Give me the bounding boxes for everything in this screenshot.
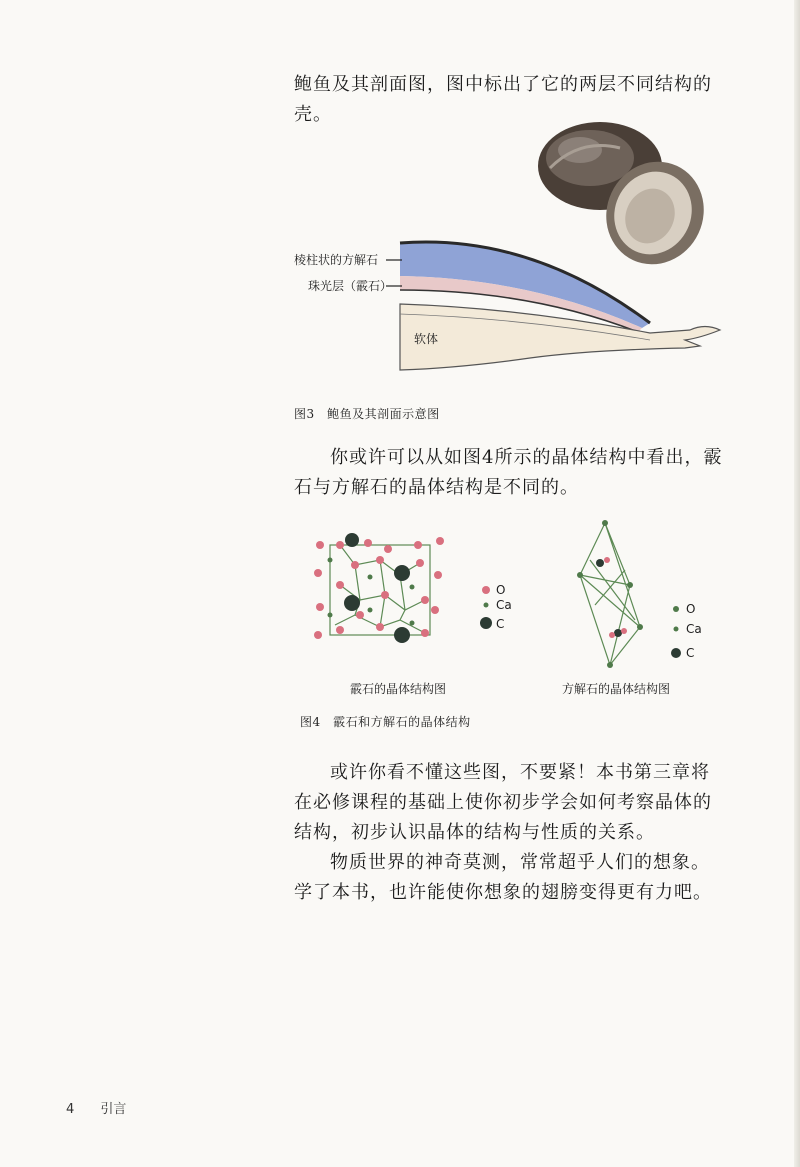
intro-line: 鲍鱼及其剖面图，图中标出了它的两层不同结构的壳。 [294, 74, 712, 125]
page-edge [794, 0, 800, 1167]
soft-body-label: 软体 [414, 332, 439, 346]
calcite-structure [577, 520, 643, 668]
svg-text:C: C [686, 646, 695, 660]
svg-text:C: C [496, 617, 505, 631]
calcite-title: 方解石的晶体结构图 [562, 682, 671, 696]
page-number: 4 [66, 1102, 75, 1117]
shell-cross-section [400, 242, 720, 370]
paragraph-chapter-note: 或许你看不懂这些图，不要紧！本书第三章将在必修课程的基础上使你初步学会如何考察晶体的结构，初步认识晶体的结构与性质的关系。 [294, 762, 712, 843]
svg-text:Ca: Ca [496, 598, 512, 612]
svg-text:Ca: Ca [686, 622, 702, 636]
figure3-caption: 图3 鲍鱼及其剖面示意图 [294, 407, 440, 421]
aragonite-title: 霰石的晶体结构图 [350, 682, 447, 696]
page-footer [66, 1098, 126, 1117]
aragonite-structure [314, 533, 444, 643]
nacre-layer-label: 珠光层（霰石） [308, 279, 393, 293]
crystal-structures-figure [300, 515, 720, 715]
abalone-shell-photo [538, 122, 720, 280]
paragraph-closing: 物质世界的神奇莫测，常常超乎人们的想象。学了本书，也许能使你想象的翅膀变得更有力吧。 [294, 852, 712, 903]
aragonite-legend [480, 583, 512, 631]
svg-text:O: O [496, 583, 506, 597]
calcite-layer-label: 棱柱状的方解石 [294, 253, 379, 267]
paragraph-crystal-intro: 你或许可以从如图4所示的晶体结构中看出，霰石与方解石的晶体结构是不同的。 [294, 447, 723, 498]
svg-text:O: O [686, 602, 696, 616]
calcite-legend [671, 602, 702, 660]
abalone-figure [290, 118, 730, 378]
figure4-caption: 图4 霰石和方解石的晶体结构 [300, 715, 471, 729]
section-name: 引言 [100, 1102, 127, 1117]
